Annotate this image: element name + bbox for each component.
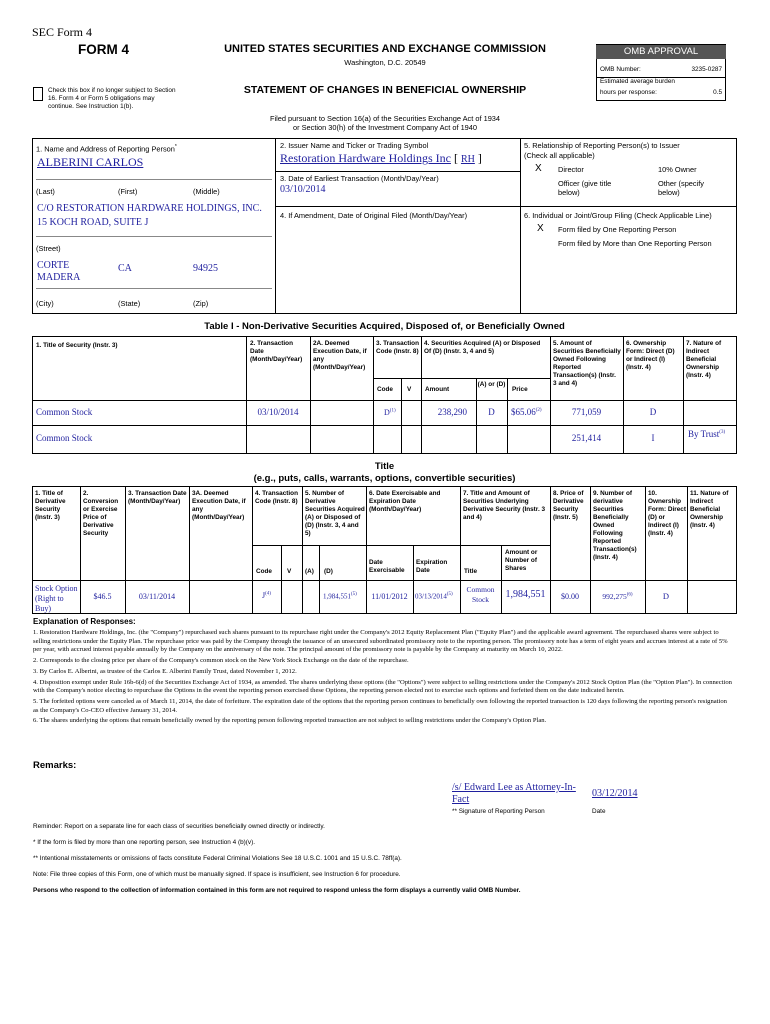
t2-date-exercisable: Date Exercisable [369, 559, 405, 574]
table-row: Common Stock [36, 407, 93, 417]
t1-v: V [407, 386, 412, 393]
t1-r1-code: $D^{(1)}$ [384, 408, 396, 417]
officer-label: Officer (give title below) [558, 179, 612, 197]
t2-r1-underlying-amount: 1,984,551 [505, 589, 546, 600]
footer-note-4: Persons who respond to the collection of information contained in this form are not required to respond unless the form displays a currently valid OMB Number. [33, 887, 521, 894]
footnote-5: 5. The forfeited options were canceled as of March 11, 2014, the date of forfeiture. The expiration date of the options that the reporting person continues to beneficially own following the reported transaction is 120 days following the reporting person's resignation as the Company's Co-CEO effective January 31, 2014. [33, 697, 727, 714]
filing-label: 6. Individual or Joint/Group Filing (Check Applicable Line) [524, 211, 712, 220]
date-label: Date [592, 808, 606, 815]
t2-h3: 3. Transaction Date (Month/Day/Year) [128, 490, 187, 505]
t2-r1-code: $J^{(4)}$ [262, 591, 271, 600]
table2-subtitle: (e.g., puts, calls, warrants, options, convertible securities) [253, 473, 516, 484]
burden-label: Estimated average burden [600, 78, 675, 85]
reporting-person-name: ALBERINI CARLOS [37, 155, 144, 169]
footer-note-3: Note: File three copies of this Form, one of which must be manually signed. If space is insufficient, see Instruction 6 for procedure. [33, 871, 401, 878]
earliest-date-label: 3. Date of Earliest Transaction (Month/Day/Year) [280, 174, 439, 183]
t1-h3: 3. Transaction Code (Instr. 8) [376, 340, 419, 355]
footnote-6: 6. The shares underlying the options that remain beneficially owned by the reporting person following reported transaction are not subject to selling restrictions under the Company's Option Plan. [33, 717, 547, 725]
t2-amount-shares: Amount or Number of Shares [505, 549, 538, 572]
t2-r1-d: 1,984,551$^{(5)}$ [323, 592, 357, 601]
t2-h4: 4. Transaction Code (Instr. 8) [255, 490, 298, 505]
t2-r1-underlying-title: Common Stock [466, 585, 495, 604]
t2-h11: 11. Nature of Indirect Beneficial Ownership (Instr. 4) [690, 490, 729, 529]
hours-value: 0.5 [713, 89, 722, 96]
no-longer-subject-checkbox[interactable] [33, 87, 43, 101]
t2-h3a: 3A. Deemed Execution Date, if any (Month/Day/Year) [192, 490, 246, 521]
t1-ad: (A) or (D) [477, 381, 506, 388]
omb-approval-title: OMB APPROVAL [596, 45, 726, 59]
footer-note-2: ** Intentional misstatements or omissions of facts constitute Federal Criminal Violations See 18 U.S.C. 1001 and 15 U.S.C. 78ff(a). [33, 855, 402, 862]
more-persons-label: Form filed by More than One Reporting Person [558, 239, 712, 248]
t2-r1-form: D [662, 591, 670, 601]
t1-r1-date: 03/10/2014 [257, 407, 299, 417]
middle-label: (Middle) [193, 187, 220, 196]
t1-h2a: 2A. Deemed Execution Date, if any (Month/Day/Year) [313, 340, 367, 371]
t1-r2-nature: By Trust$^{(3)}$ [688, 429, 726, 439]
reminder-text: Reminder: Report on a separate line for each class of securities beneficially owned directly or indirectly. [33, 823, 325, 830]
t1-r2-form: I [651, 433, 655, 443]
first-label: (First) [118, 187, 138, 196]
address-line-2: 15 KOCH ROAD, SUITE J [37, 217, 149, 228]
t1-r1-price: $65.06$^{(2)}$ [511, 407, 542, 417]
t2-h1: 1. Title of Derivative Security (Instr. 3) [35, 490, 66, 521]
director-label: Director [558, 165, 584, 174]
explanation-title: Explanation of Responses: [33, 617, 136, 626]
state-label: (State) [118, 299, 141, 308]
t1-r1-owned: 771,059 [571, 407, 602, 417]
t1-r2-owned: 251,414 [571, 433, 602, 443]
footnote-4: 4. Disposition exempt under Rule 16b-6(d) of the Securities Exchange Act of 1934, as amended. The shares underlying these options (the "Options") were subject to selling restrictions under the Company's 2012 Stock Option Plan (the "Option Plan"). In connection with the Company's notice electing to repurchase the Options in the event the reporting person exercised these Options, the reporting person elected not to exercise such options and forfeited them on the date indicated herein. [33, 678, 732, 695]
city-label: (City) [36, 299, 54, 308]
relationship-label: 5. Relationship of Reporting Person(s) to Issuer [524, 141, 680, 150]
other-label: Other (specify below) [658, 179, 705, 197]
t2-h7: 7. Title and Amount of Securities Underlying Derivative Security (Instr. 3 and 4) [463, 490, 546, 521]
state-value: CA [118, 263, 132, 274]
footnote-3: 3. By Carlos E. Alberini, as trustee of the Carlos E. Alberini Family Trust, dated November 1, 2012. [33, 667, 297, 675]
t2-r1-exercisable: 11/01/2012 [371, 592, 408, 601]
checkbox-text: Check this box if no longer subject to Section 16. Form 4 or Form 5 obligations may continue. See Instruction 1(b). [48, 87, 176, 110]
issuer-ticker: RH [460, 154, 475, 165]
issuer-name: Restoration Hardware Holdings Inc [280, 151, 451, 165]
t2-r1-expiration: 03/13/2014$^{(5)}$ [415, 592, 453, 601]
t2-a: (A) [305, 568, 314, 575]
footnote-1: 1. Restoration Hardware Holdings, Inc. (the "Company") repurchased such shares pursuant to its repurchase right under the Company's 2012 Equity Replacement Plan ("Equity Plan") and the applicable award agreement. The repurchased shares were subject to selling restrictions under the Equity Plan. The repurchase price was paid by the Company through the issuance of an unsecured subordinated promissory note to the reporting person. The promissory note has a term of eight years and accrues interest at a rate of 5% per year, with accrued interest payable annually by the Company on the anniversary of the note. The principal amount of the promissory note is payable by the Company at maturity on March 10, 2022. [33, 629, 728, 654]
table2-title: Title [374, 461, 395, 472]
t1-h2: 2. Transaction Date (Month/Day/Year) [250, 340, 303, 363]
table-row: Common Stock [36, 433, 93, 443]
sec-form-label: SEC Form 4 [32, 25, 93, 39]
table-row: Stock Option (Right to Buy) [35, 584, 78, 613]
remarks-title: Remarks: [33, 760, 77, 771]
footnote-2: 2. Corresponds to the closing price per share of the Company's common stock on the New York Stock Exchange on the date of the repurchase. [33, 657, 409, 665]
t2-title: Title [464, 568, 478, 575]
t1-h7: 7. Nature of Indirect Beneficial Ownership (Instr. 4) [686, 340, 722, 379]
signature-label: ** Signature of Reporting Person [452, 808, 545, 815]
t2-expiration: Expiration Date [416, 559, 448, 574]
ten-percent-owner-label: 10% Owner [658, 165, 697, 174]
last-label: (Last) [36, 187, 55, 196]
t1-amount: Amount [425, 386, 450, 393]
city-value: CORTE MADERA [37, 260, 81, 283]
t2-h8: 8. Price of Derivative Security (Instr. 5) [553, 490, 584, 521]
street-label: (Street) [36, 244, 61, 253]
agency-title: UNITED STATES SECURITIES AND EXCHANGE COMMISSION [224, 43, 546, 55]
issuer-label: 2. Issuer Name and Ticker or Trading Symbol [280, 141, 429, 150]
signature-value: /s/ Edward Lee as Attorney-In-Fact [452, 782, 576, 805]
t2-r1-price: $46.5 [93, 592, 112, 601]
signature-date: 03/12/2014 [592, 788, 638, 799]
form-title: FORM 4 [78, 42, 130, 57]
filed-pursuant-line-1: Filed pursuant to Section 16(a) of the Securities Exchange Act of 1934 [269, 114, 501, 123]
reporting-person-label: 1. Name and Address of Reporting Person* [36, 144, 177, 154]
t1-r1-ad: D [488, 407, 495, 417]
one-person-label: Form filed by One Reporting Person [558, 225, 677, 234]
zip-value: 94925 [193, 263, 218, 274]
omb-number-value: 3235-0287 [691, 66, 722, 73]
t2-h9: 9. Number of derivative Securities Beneficially Owned Following Reported Transaction(s) (Instr. 4) [593, 490, 637, 561]
statement-title: STATEMENT OF CHANGES IN BENEFICIAL OWNERSHIP [243, 84, 527, 96]
t2-d: (D) [324, 568, 333, 575]
city-line: Washington, D.C. 20549 [344, 58, 426, 67]
footer-note-1: * If the form is filed by more than one reporting person, see Instruction 4 (b)(v). [33, 839, 255, 846]
filed-pursuant-line-2: or Section 30(h) of the Investment Company Act of 1940 [292, 123, 478, 132]
t2-h2: 2. Conversion or Exercise Price of Derivative Security [83, 490, 119, 537]
director-checkbox[interactable]: X [535, 163, 542, 174]
t1-h5: 5. Amount of Securities Beneficially Owned Following Reported Transaction(s) (Instr. 3 and 4) [553, 340, 621, 387]
table1-title: Table I - Non-Derivative Securities Acquired, Disposed of, or Beneficially Owned [204, 321, 565, 332]
t1-code: Code [377, 386, 393, 393]
t1-h4: 4. Securities Acquired (A) or Disposed Of (D) (Instr. 3, 4 and 5) [424, 340, 541, 355]
t2-h5: 5. Number of Derivative Securities Acquired (A) or Disposed of (D) (Instr. 3, 4 and 5) [305, 490, 365, 537]
t2-v: V [287, 568, 292, 575]
earliest-date-value: 03/10/2014 [280, 184, 326, 195]
relationship-sub: (Check all applicable) [524, 151, 595, 160]
t1-h1: 1. Title of Security (Instr. 3) [36, 342, 118, 349]
t2-r1-der-price: $0.00 [561, 592, 579, 601]
zip-label: (Zip) [193, 299, 209, 308]
t2-code: Code [256, 568, 272, 575]
t2-r1-owned: 992,275$^{(6)}$ [602, 592, 633, 601]
hours-label: hours per response: [600, 89, 657, 96]
explanation-notes [33, 629, 733, 726]
issuer-name-line: Restoration Hardware Holdings Inc [ RH ] [280, 151, 482, 165]
omb-number-label: OMB Number: [600, 66, 641, 73]
t2-r1-date: 03/11/2014 [138, 592, 176, 601]
address-line-1: C/O RESTORATION HARDWARE HOLDINGS, INC. [37, 203, 262, 214]
t1-r1-form: D [649, 407, 657, 417]
t2-h10: 10. Ownership Form: Direct (D) or Indirect (I) (Instr. 4) [648, 490, 686, 537]
amendment-label: 4. If Amendment, Date of Original Filed (Month/Day/Year) [280, 211, 468, 220]
t1-r1-amount: 238,290 [437, 407, 467, 417]
t1-price: Price [512, 386, 528, 393]
t1-h6: 6. Ownership Form: Direct (D) or Indirect (I) (Instr. 4) [626, 340, 675, 371]
one-person-checkbox[interactable]: X [537, 223, 544, 234]
t2-h6: 6. Date Exercisable and Expiration Date (Month/Day/Year) [369, 490, 441, 513]
